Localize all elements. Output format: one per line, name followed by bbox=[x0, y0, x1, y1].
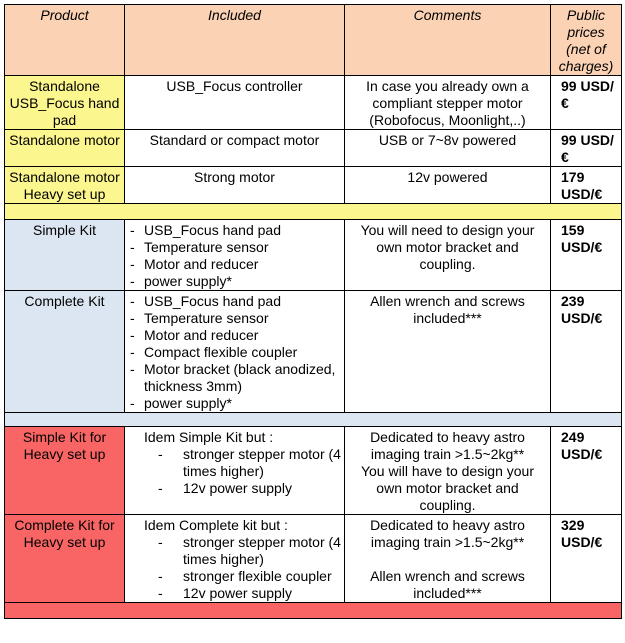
comment-text: Dedicated to heavy astro imaging train >1.5~2kg** bbox=[370, 429, 525, 462]
list-item: - Motor bracket (black anodized, thickness 3mm) bbox=[128, 361, 341, 395]
comment-gap bbox=[348, 551, 547, 568]
table-row-complete-kit bbox=[5, 291, 622, 413]
separator-row-red bbox=[5, 603, 622, 619]
comments-cell bbox=[345, 515, 551, 603]
comments-cell: 12v powered bbox=[345, 167, 551, 204]
price-cell: 249 USD/€ bbox=[551, 427, 622, 515]
product-cell: Standalone motor bbox=[5, 130, 125, 167]
table-row-standalone-heavy bbox=[5, 167, 622, 204]
comments-cell: You will need to design your own motor bracket and coupling. bbox=[345, 220, 551, 291]
included-intro: Idem Simple Kit but : bbox=[144, 429, 274, 445]
price-table bbox=[4, 4, 622, 619]
included-cell: USB_Focus controller bbox=[125, 76, 345, 130]
price-cell: 99 USD/€ bbox=[551, 130, 622, 167]
comments-cell: USB or 7~8v powered bbox=[345, 130, 551, 167]
included-list bbox=[128, 534, 341, 602]
price-cell: 99 USD/€ bbox=[551, 76, 622, 130]
header-prices: Public prices (net of charges) bbox=[551, 5, 622, 76]
header-included: Included bbox=[125, 5, 345, 76]
included-cell bbox=[125, 291, 345, 413]
list-item: - 12v power supply bbox=[128, 480, 341, 497]
list-item: - Compact flexible coupler bbox=[128, 344, 341, 361]
included-cell bbox=[125, 427, 345, 515]
table-row-standalone-motor bbox=[5, 130, 622, 167]
list-item: - Temperature sensor bbox=[128, 310, 341, 327]
table-row-simple-heavy bbox=[5, 427, 622, 515]
table-row-standalone-pad bbox=[5, 76, 622, 130]
product-cell: Simple Kit for Heavy set up bbox=[5, 427, 125, 515]
comment-text: Dedicated to heavy astro imaging train >1.5~2kg** bbox=[370, 517, 525, 550]
included-cell: Standard or compact motor bbox=[125, 130, 345, 167]
header-comments: Comments bbox=[345, 5, 551, 76]
included-list bbox=[128, 446, 341, 497]
header-product: Product bbox=[5, 5, 125, 76]
list-item: - stronger stepper motor (4 times higher) bbox=[128, 534, 341, 568]
product-cell: Standalone USB_Focus hand pad bbox=[5, 76, 125, 130]
list-item: - 12v power supply bbox=[128, 585, 341, 602]
list-item: - Motor and reducer bbox=[128, 256, 341, 273]
list-item: - power supply* bbox=[128, 273, 341, 290]
product-cell: Standalone motor Heavy set up bbox=[5, 167, 125, 204]
separator-row-yellow bbox=[5, 204, 622, 220]
included-intro: Idem Complete kit but : bbox=[144, 517, 288, 533]
included-cell bbox=[125, 220, 345, 291]
price-cell: 239 USD/€ bbox=[551, 291, 622, 413]
price-cell: 179 USD/€ bbox=[551, 167, 622, 204]
price-cell: 329 USD/€ bbox=[551, 515, 622, 603]
table-row-simple-kit bbox=[5, 220, 622, 291]
separator-yellow bbox=[5, 204, 622, 220]
comment-text: You will have to design your own motor bracket and coupling. bbox=[360, 463, 535, 513]
separator-row-blue bbox=[5, 413, 622, 427]
product-cell: Simple Kit bbox=[5, 220, 125, 291]
comments-cell: In case you already own a compliant stepper motor (Robofocus, Moonlight,..) bbox=[345, 76, 551, 130]
list-item: - stronger flexible coupler bbox=[128, 568, 341, 585]
list-item: - Temperature sensor bbox=[128, 239, 341, 256]
list-item: - USB_Focus hand pad bbox=[128, 222, 341, 239]
comments-cell: Allen wrench and screws included*** bbox=[345, 291, 551, 413]
price-cell: 159 USD/€ bbox=[551, 220, 622, 291]
included-list bbox=[128, 222, 341, 290]
included-cell: Strong motor bbox=[125, 167, 345, 204]
included-list bbox=[128, 293, 341, 412]
list-item: - Motor and reducer bbox=[128, 327, 341, 344]
included-cell bbox=[125, 515, 345, 603]
separator-blue bbox=[5, 413, 622, 427]
table-row-complete-heavy bbox=[5, 515, 622, 603]
comment-text: Allen wrench and screws included*** bbox=[370, 568, 525, 601]
header-row bbox=[5, 5, 622, 76]
list-item: - power supply* bbox=[128, 395, 341, 412]
list-item: - USB_Focus hand pad bbox=[128, 293, 341, 310]
product-cell: Complete Kit for Heavy set up bbox=[5, 515, 125, 603]
product-cell: Complete Kit bbox=[5, 291, 125, 413]
comments-cell bbox=[345, 427, 551, 515]
separator-red bbox=[5, 603, 622, 619]
list-item: - stronger stepper motor (4 times higher) bbox=[128, 446, 341, 480]
